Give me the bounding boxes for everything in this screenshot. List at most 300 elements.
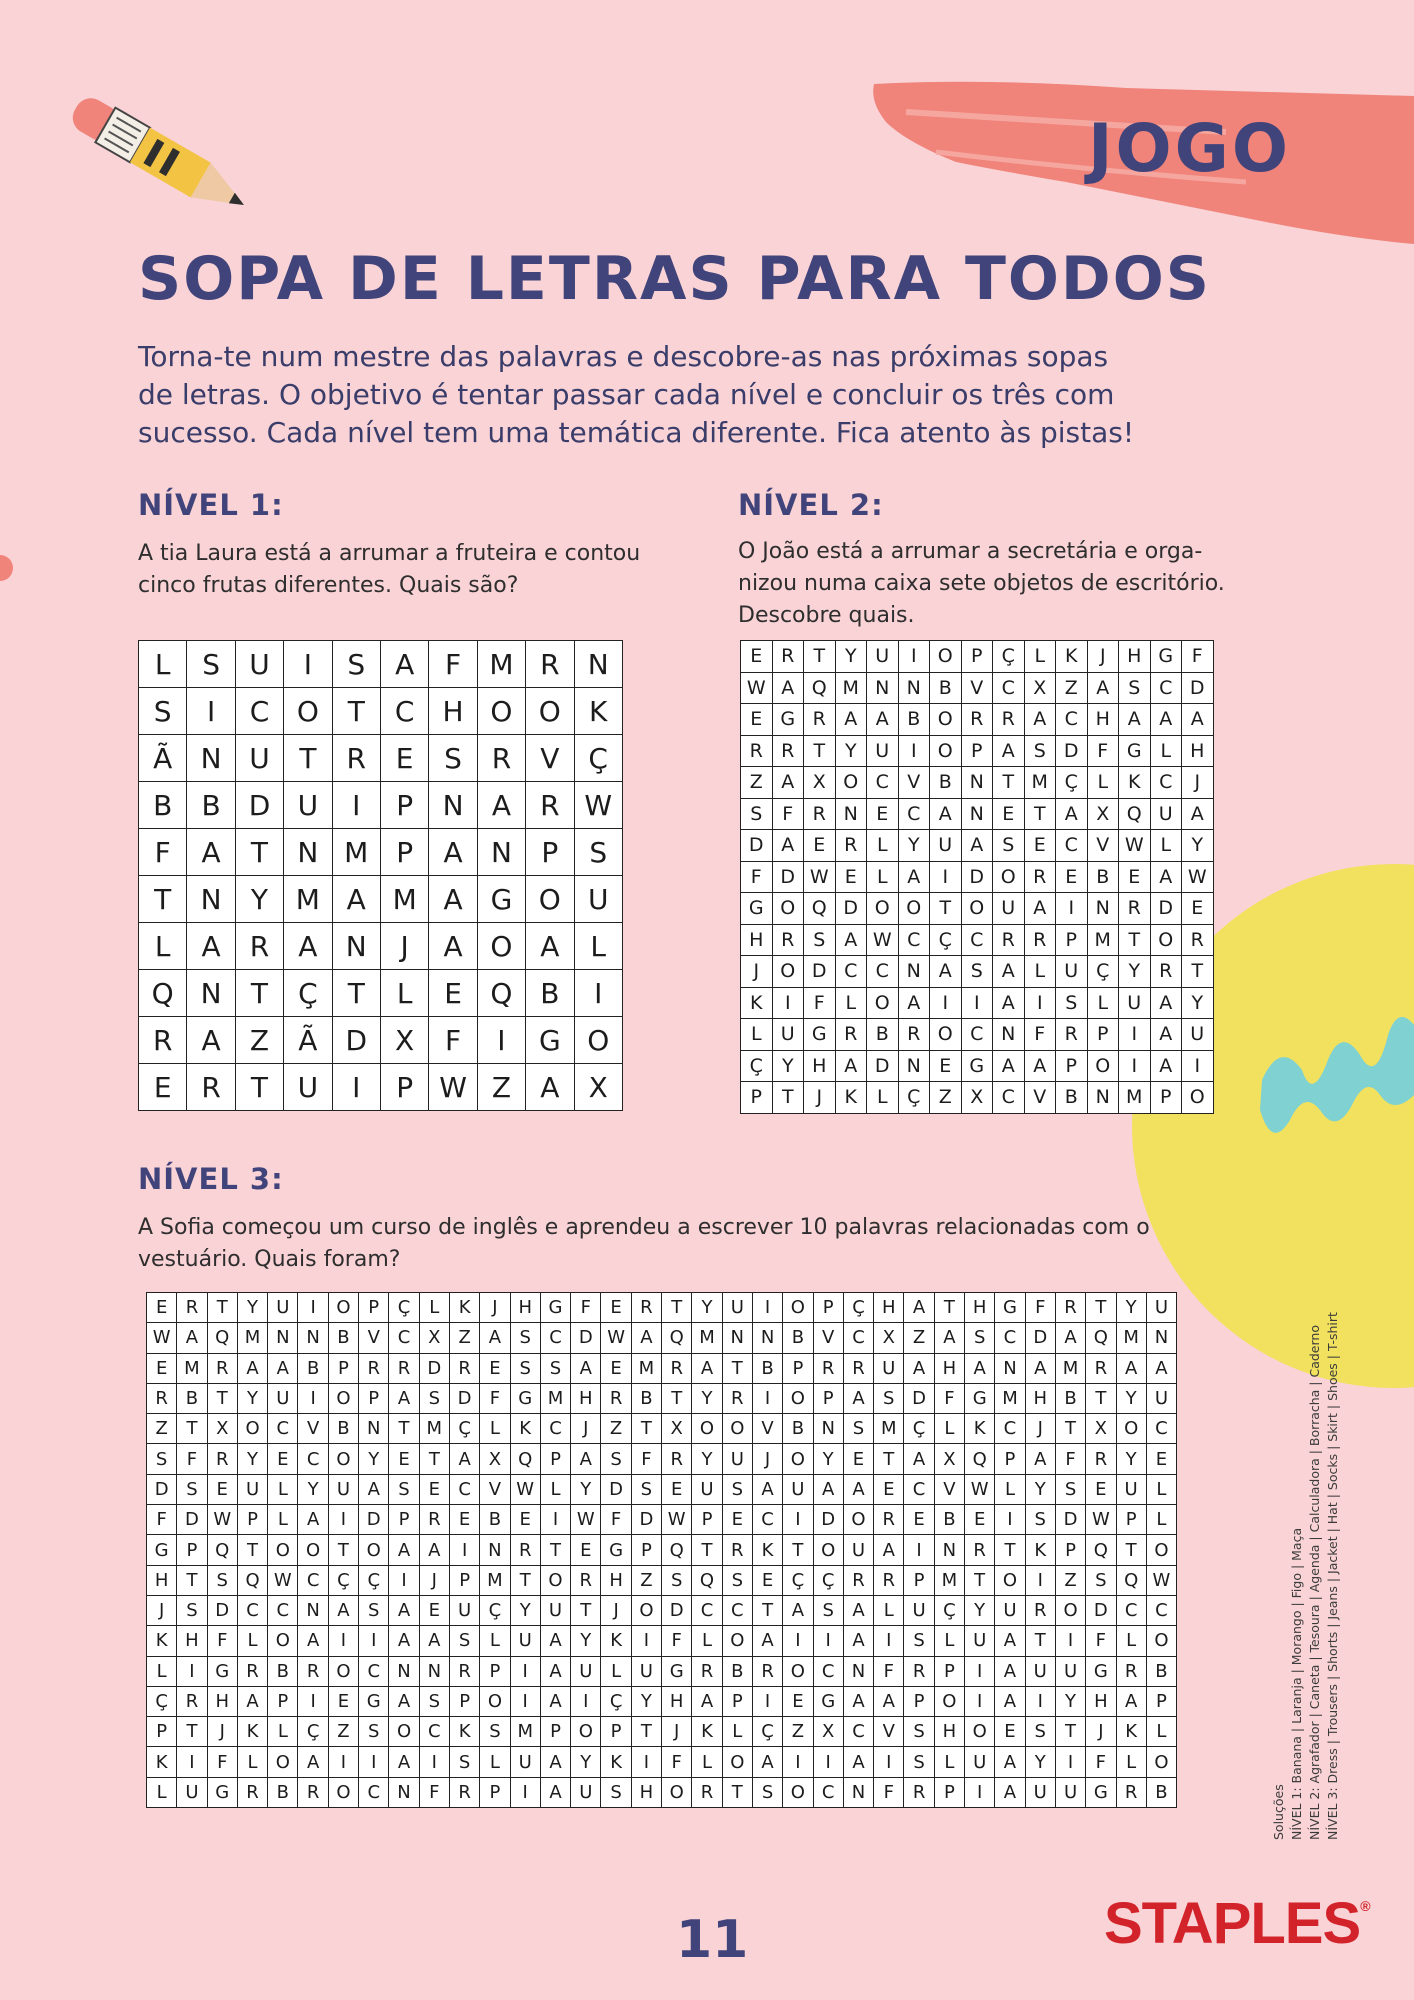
grid-cell[interactable]: O	[867, 893, 899, 925]
grid-cell[interactable]: M	[1087, 924, 1119, 956]
grid-cell[interactable]: T	[235, 1064, 283, 1111]
grid-cell[interactable]: N	[359, 1414, 389, 1444]
grid-cell[interactable]: H	[177, 1626, 207, 1656]
grid-cell[interactable]: T	[1119, 924, 1151, 956]
grid-cell[interactable]: Y	[1025, 1747, 1055, 1777]
grid-cell[interactable]: Ç	[449, 1414, 479, 1444]
grid-cell[interactable]: D	[359, 1505, 389, 1535]
grid-cell[interactable]: G	[804, 1019, 836, 1051]
grid-cell[interactable]: Q	[139, 970, 187, 1017]
grid-cell[interactable]: A	[1150, 1019, 1182, 1051]
grid-cell[interactable]: C	[993, 672, 1025, 704]
grid-cell[interactable]: U	[284, 1064, 332, 1111]
grid-cell[interactable]: Ç	[601, 1686, 631, 1716]
grid-cell[interactable]: N	[480, 1535, 510, 1565]
grid-cell[interactable]: S	[904, 1717, 934, 1747]
grid-cell[interactable]: A	[526, 923, 574, 970]
grid-cell[interactable]: W	[741, 672, 773, 704]
grid-cell[interactable]: S	[631, 1474, 661, 1504]
grid-cell[interactable]: A	[540, 1656, 570, 1686]
grid-cell[interactable]: R	[1024, 924, 1056, 956]
grid-cell[interactable]: R	[874, 1505, 904, 1535]
grid-cell[interactable]: S	[804, 924, 836, 956]
grid-cell[interactable]: D	[772, 861, 804, 893]
grid-cell[interactable]: I	[359, 1747, 389, 1777]
grid-cell[interactable]: Y	[692, 1293, 722, 1323]
grid-cell[interactable]: G	[965, 1383, 995, 1413]
grid-cell[interactable]: E	[752, 1565, 782, 1595]
grid-cell[interactable]: T	[177, 1717, 207, 1747]
grid-cell[interactable]: A	[284, 923, 332, 970]
grid-cell[interactable]: Y	[1025, 1474, 1055, 1504]
grid-cell[interactable]: R	[449, 1777, 479, 1807]
grid-cell[interactable]: A	[1119, 704, 1151, 736]
grid-cell[interactable]: E	[874, 1474, 904, 1504]
grid-cell[interactable]: O	[783, 1656, 813, 1686]
grid-cell[interactable]: S	[1025, 1717, 1055, 1747]
grid-cell[interactable]: P	[1055, 1535, 1085, 1565]
grid-cell[interactable]: H	[965, 1293, 995, 1323]
grid-cell[interactable]: L	[995, 1474, 1025, 1504]
grid-cell[interactable]: M	[419, 1414, 449, 1444]
grid-cell[interactable]: U	[631, 1656, 661, 1686]
grid-cell[interactable]: Y	[235, 876, 283, 923]
grid-cell[interactable]: A	[965, 1353, 995, 1383]
grid-cell[interactable]: I	[813, 1626, 843, 1656]
grid-cell[interactable]: W	[601, 1323, 631, 1353]
grid-cell[interactable]: U	[177, 1777, 207, 1807]
grid-cell[interactable]: H	[1119, 641, 1151, 673]
grid-cell[interactable]: Ç	[328, 1565, 358, 1595]
grid-cell[interactable]: T	[722, 1353, 752, 1383]
grid-cell[interactable]: S	[510, 1353, 540, 1383]
grid-cell[interactable]: D	[419, 1353, 449, 1383]
grid-cell[interactable]: J	[741, 956, 773, 988]
grid-cell[interactable]: T	[389, 1414, 419, 1444]
grid-cell[interactable]: H	[1025, 1383, 1055, 1413]
grid-cell[interactable]: U	[574, 876, 622, 923]
grid-cell[interactable]: S	[177, 1474, 207, 1504]
grid-cell[interactable]: W	[867, 924, 899, 956]
grid-cell[interactable]: R	[662, 1353, 692, 1383]
grid-cell[interactable]: D	[904, 1383, 934, 1413]
grid-cell[interactable]: I	[359, 1626, 389, 1656]
grid-cell[interactable]: V	[359, 1323, 389, 1353]
grid-cell[interactable]: S	[1024, 735, 1056, 767]
grid-cell[interactable]: J	[662, 1717, 692, 1747]
grid-cell[interactable]: E	[722, 1505, 752, 1535]
grid-cell[interactable]: I	[449, 1535, 479, 1565]
grid-cell[interactable]: A	[631, 1323, 661, 1353]
grid-cell[interactable]: K	[574, 688, 622, 735]
grid-cell[interactable]: A	[752, 1626, 782, 1656]
grid-cell[interactable]: R	[1055, 1293, 1085, 1323]
grid-cell[interactable]: B	[1056, 1082, 1088, 1114]
grid-cell[interactable]: N	[898, 956, 930, 988]
grid-cell[interactable]: C	[298, 1444, 328, 1474]
grid-cell[interactable]: K	[601, 1747, 631, 1777]
grid-cell[interactable]: X	[1087, 798, 1119, 830]
grid-cell[interactable]: J	[1025, 1414, 1055, 1444]
grid-cell[interactable]: S	[359, 1595, 389, 1625]
grid-cell[interactable]: A	[993, 735, 1025, 767]
grid-cell[interactable]: I	[1182, 1050, 1214, 1082]
grid-cell[interactable]: C	[380, 688, 428, 735]
grid-cell[interactable]: B	[177, 1383, 207, 1413]
grid-cell[interactable]: S	[965, 1323, 995, 1353]
grid-cell[interactable]: Y	[359, 1444, 389, 1474]
grid-cell[interactable]: Z	[328, 1717, 358, 1747]
grid-cell[interactable]: N	[867, 672, 899, 704]
grid-cell[interactable]: W	[571, 1505, 601, 1535]
grid-cell[interactable]: C	[540, 1414, 570, 1444]
grid-cell[interactable]: Q	[477, 970, 525, 1017]
grid-cell[interactable]: R	[139, 1017, 187, 1064]
grid-cell[interactable]: C	[1056, 830, 1088, 862]
grid-cell[interactable]: R	[692, 1777, 722, 1807]
grid-cell[interactable]: V	[934, 1474, 964, 1504]
grid-cell[interactable]: A	[328, 1595, 358, 1625]
grid-cell[interactable]: I	[898, 641, 930, 673]
grid-cell[interactable]: A	[1182, 704, 1214, 736]
grid-cell[interactable]: U	[1055, 1656, 1085, 1686]
grid-cell[interactable]: V	[298, 1414, 328, 1444]
grid-cell[interactable]: S	[1056, 987, 1088, 1019]
grid-cell[interactable]: T	[1055, 1414, 1085, 1444]
grid-cell[interactable]: H	[934, 1717, 964, 1747]
grid-cell[interactable]: D	[813, 1505, 843, 1535]
grid-cell[interactable]: J	[752, 1444, 782, 1474]
grid-cell[interactable]: S	[359, 1717, 389, 1747]
grid-cell[interactable]: R	[898, 1019, 930, 1051]
grid-cell[interactable]: C	[813, 1777, 843, 1807]
grid-cell[interactable]: Q	[1086, 1323, 1116, 1353]
grid-cell[interactable]: I	[328, 1505, 358, 1535]
grid-cell[interactable]: T	[1024, 798, 1056, 830]
grid-cell[interactable]: A	[898, 861, 930, 893]
grid-cell[interactable]: P	[904, 1565, 934, 1595]
grid-cell[interactable]: S	[147, 1444, 177, 1474]
grid-cell[interactable]: M	[480, 1565, 510, 1595]
grid-cell[interactable]: I	[874, 1626, 904, 1656]
grid-cell[interactable]: C	[1056, 704, 1088, 736]
grid-cell[interactable]: W	[574, 782, 622, 829]
grid-cell[interactable]: G	[526, 1017, 574, 1064]
grid-cell[interactable]: A	[1150, 704, 1182, 736]
grid-cell[interactable]: F	[177, 1444, 207, 1474]
grid-cell[interactable]: E	[995, 1717, 1025, 1747]
grid-cell[interactable]: B	[783, 1323, 813, 1353]
grid-cell[interactable]: R	[389, 1353, 419, 1383]
grid-cell[interactable]: N	[268, 1323, 298, 1353]
grid-cell[interactable]: A	[187, 829, 235, 876]
grid-cell[interactable]: B	[526, 970, 574, 1017]
grid-cell[interactable]: N	[722, 1323, 752, 1353]
grid-cell[interactable]: S	[601, 1444, 631, 1474]
grid-cell[interactable]: F	[1024, 1019, 1056, 1051]
grid-cell[interactable]: G	[1150, 641, 1182, 673]
grid-cell[interactable]: M	[237, 1323, 267, 1353]
grid-cell[interactable]: I	[904, 1535, 934, 1565]
grid-cell[interactable]: Z	[1055, 1565, 1085, 1595]
grid-cell[interactable]: R	[1116, 1656, 1146, 1686]
grid-cell[interactable]: A	[752, 1474, 782, 1504]
grid-cell[interactable]: U	[1116, 1474, 1146, 1504]
grid-cell[interactable]: L	[268, 1505, 298, 1535]
grid-cell[interactable]: C	[835, 956, 867, 988]
grid-cell[interactable]: N	[187, 970, 235, 1017]
grid-cell[interactable]: Ç	[389, 1293, 419, 1323]
grid-cell[interactable]: N	[1087, 1082, 1119, 1114]
grid-cell[interactable]: I	[1056, 893, 1088, 925]
grid-cell[interactable]: C	[359, 1777, 389, 1807]
grid-cell[interactable]: R	[813, 1353, 843, 1383]
grid-cell[interactable]: A	[1150, 987, 1182, 1019]
grid-cell[interactable]: L	[1087, 767, 1119, 799]
grid-cell[interactable]: I	[631, 1626, 661, 1656]
grid-cell[interactable]: D	[631, 1505, 661, 1535]
grid-cell[interactable]: O	[995, 1565, 1025, 1595]
grid-cell[interactable]: B	[139, 782, 187, 829]
grid-cell[interactable]: E	[1086, 1474, 1116, 1504]
grid-cell[interactable]: F	[480, 1383, 510, 1413]
grid-cell[interactable]: I	[177, 1747, 207, 1777]
grid-cell[interactable]: T	[571, 1595, 601, 1625]
grid-cell[interactable]: E	[965, 1505, 995, 1535]
grid-cell[interactable]: N	[993, 1019, 1025, 1051]
grid-cell[interactable]: X	[1024, 672, 1056, 704]
grid-cell[interactable]: W	[268, 1565, 298, 1595]
grid-cell[interactable]: N	[477, 829, 525, 876]
grid-cell[interactable]: U	[867, 735, 899, 767]
grid-cell[interactable]: P	[813, 1383, 843, 1413]
grid-cell[interactable]: W	[147, 1323, 177, 1353]
grid-cell[interactable]: A	[961, 830, 993, 862]
grid-cell[interactable]: T	[804, 641, 836, 673]
grid-cell[interactable]: R	[419, 1505, 449, 1535]
grid-cell[interactable]: M	[510, 1717, 540, 1747]
grid-cell[interactable]: A	[995, 1777, 1025, 1807]
grid-cell[interactable]: D	[1055, 1505, 1085, 1535]
grid-cell[interactable]: A	[571, 1444, 601, 1474]
grid-cell[interactable]: M	[177, 1353, 207, 1383]
grid-cell[interactable]: A	[571, 1353, 601, 1383]
grid-cell[interactable]: A	[477, 782, 525, 829]
grid-cell[interactable]: A	[843, 1383, 873, 1413]
grid-cell[interactable]: H	[874, 1293, 904, 1323]
grid-cell[interactable]: R	[1182, 924, 1214, 956]
grid-cell[interactable]: R	[1119, 893, 1151, 925]
grid-cell[interactable]: G	[207, 1777, 237, 1807]
grid-cell[interactable]: O	[722, 1626, 752, 1656]
grid-cell[interactable]: A	[904, 1353, 934, 1383]
grid-cell[interactable]: M	[874, 1414, 904, 1444]
grid-cell[interactable]: I	[752, 1686, 782, 1716]
grid-cell[interactable]: F	[1087, 735, 1119, 767]
grid-cell[interactable]: A	[1024, 893, 1056, 925]
grid-cell[interactable]: L	[480, 1414, 510, 1444]
grid-cell[interactable]: I	[961, 987, 993, 1019]
grid-cell[interactable]: I	[752, 1383, 782, 1413]
grid-cell[interactable]: Ã	[284, 1017, 332, 1064]
grid-cell[interactable]: W	[1182, 861, 1214, 893]
grid-cell[interactable]: U	[722, 1444, 752, 1474]
grid-cell[interactable]: S	[1086, 1565, 1116, 1595]
grid-cell[interactable]: Ç	[480, 1595, 510, 1625]
grid-cell[interactable]: M	[1024, 767, 1056, 799]
grid-cell[interactable]: L	[147, 1656, 177, 1686]
grid-cell[interactable]: U	[772, 1019, 804, 1051]
grid-cell[interactable]: B	[328, 1323, 358, 1353]
grid-cell[interactable]: A	[298, 1505, 328, 1535]
grid-cell[interactable]: R	[835, 830, 867, 862]
grid-cell[interactable]: Y	[772, 1050, 804, 1082]
grid-cell[interactable]: I	[783, 1626, 813, 1656]
grid-cell[interactable]: T	[207, 1383, 237, 1413]
grid-cell[interactable]: T	[995, 1535, 1025, 1565]
grid-cell[interactable]: Ç	[934, 1595, 964, 1625]
grid-cell[interactable]: K	[1025, 1535, 1055, 1565]
grid-cell[interactable]: G	[1086, 1656, 1116, 1686]
grid-cell[interactable]: A	[1025, 1353, 1055, 1383]
grid-cell[interactable]: S	[177, 1595, 207, 1625]
grid-cell[interactable]: L	[934, 1626, 964, 1656]
grid-cell[interactable]: I	[813, 1747, 843, 1777]
grid-cell[interactable]: T	[235, 829, 283, 876]
grid-cell[interactable]: W	[1086, 1505, 1116, 1535]
grid-cell[interactable]: I	[298, 1686, 328, 1716]
grid-cell[interactable]: P	[934, 1777, 964, 1807]
grid-cell[interactable]: P	[237, 1505, 267, 1535]
grid-cell[interactable]: Y	[692, 1444, 722, 1474]
grid-cell[interactable]: I	[177, 1656, 207, 1686]
grid-cell[interactable]: C	[359, 1656, 389, 1686]
grid-cell[interactable]: H	[631, 1777, 661, 1807]
grid-cell[interactable]: T	[332, 688, 380, 735]
grid-cell[interactable]: P	[961, 641, 993, 673]
grid-cell[interactable]: Q	[207, 1323, 237, 1353]
grid-cell[interactable]: A	[1087, 672, 1119, 704]
grid-cell[interactable]: P	[934, 1656, 964, 1686]
grid-cell[interactable]: T	[631, 1414, 661, 1444]
grid-cell[interactable]: E	[380, 735, 428, 782]
grid-cell[interactable]: C	[1146, 1414, 1176, 1444]
grid-cell[interactable]: R	[449, 1353, 479, 1383]
grid-cell[interactable]: A	[692, 1353, 722, 1383]
grid-cell[interactable]: L	[1146, 1505, 1176, 1535]
grid-cell[interactable]: A	[1182, 798, 1214, 830]
grid-cell[interactable]: Ç	[783, 1565, 813, 1595]
grid-cell[interactable]: E	[480, 1353, 510, 1383]
grid-cell[interactable]: R	[237, 1656, 267, 1686]
grid-cell[interactable]: F	[1182, 641, 1214, 673]
grid-cell[interactable]: D	[1056, 735, 1088, 767]
grid-cell[interactable]: R	[601, 1383, 631, 1413]
grid-cell[interactable]: G	[601, 1535, 631, 1565]
grid-cell[interactable]: K	[601, 1626, 631, 1656]
grid-cell[interactable]: T	[874, 1444, 904, 1474]
grid-cell[interactable]: D	[571, 1323, 601, 1353]
grid-cell[interactable]: O	[961, 893, 993, 925]
grid-cell[interactable]: G	[772, 704, 804, 736]
grid-cell[interactable]: K	[1056, 641, 1088, 673]
grid-cell[interactable]: P	[480, 1777, 510, 1807]
grid-cell[interactable]: S	[449, 1747, 479, 1777]
grid-cell[interactable]: O	[631, 1595, 661, 1625]
grid-cell[interactable]: P	[783, 1353, 813, 1383]
grid-cell[interactable]: T	[177, 1414, 207, 1444]
grid-cell[interactable]: A	[835, 704, 867, 736]
grid-cell[interactable]: I	[995, 1505, 1025, 1535]
grid-cell[interactable]: R	[722, 1383, 752, 1413]
grid-cell[interactable]: L	[601, 1656, 631, 1686]
grid-cell[interactable]: P	[268, 1686, 298, 1716]
grid-cell[interactable]: O	[1146, 1747, 1176, 1777]
grid-cell[interactable]: E	[510, 1505, 540, 1535]
grid-cell[interactable]: O	[898, 893, 930, 925]
grid-cell[interactable]: R	[904, 1656, 934, 1686]
grid-cell[interactable]: A	[389, 1595, 419, 1625]
grid-cell[interactable]: E	[662, 1474, 692, 1504]
grid-cell[interactable]: E	[1182, 893, 1214, 925]
grid-cell[interactable]: F	[1086, 1747, 1116, 1777]
grid-cell[interactable]: P	[359, 1293, 389, 1323]
grid-cell[interactable]: Y	[571, 1747, 601, 1777]
grid-cell[interactable]: L	[1116, 1747, 1146, 1777]
grid-cell[interactable]: A	[783, 1595, 813, 1625]
grid-cell[interactable]: N	[813, 1414, 843, 1444]
grid-cell[interactable]: I	[1025, 1686, 1055, 1716]
grid-cell[interactable]: F	[804, 987, 836, 1019]
grid-cell[interactable]: L	[139, 641, 187, 688]
grid-cell[interactable]: R	[1086, 1444, 1116, 1474]
grid-cell[interactable]: Y	[237, 1444, 267, 1474]
grid-cell[interactable]: O	[930, 1019, 962, 1051]
grid-cell[interactable]: Y	[237, 1293, 267, 1323]
grid-cell[interactable]: U	[783, 1474, 813, 1504]
grid-cell[interactable]: H	[934, 1353, 964, 1383]
grid-cell[interactable]: A	[995, 1626, 1025, 1656]
grid-cell[interactable]: I	[510, 1777, 540, 1807]
grid-cell[interactable]: H	[804, 1050, 836, 1082]
grid-cell[interactable]: A	[359, 1474, 389, 1504]
grid-cell[interactable]: S	[510, 1323, 540, 1353]
grid-cell[interactable]: H	[1086, 1686, 1116, 1716]
grid-cell[interactable]: D	[804, 956, 836, 988]
grid-cell[interactable]: D	[1025, 1323, 1055, 1353]
grid-cell[interactable]: A	[843, 1747, 873, 1777]
grid-cell[interactable]: I	[783, 1505, 813, 1535]
grid-cell[interactable]: S	[843, 1414, 873, 1444]
grid-cell[interactable]: R	[741, 735, 773, 767]
grid-cell[interactable]: A	[268, 1353, 298, 1383]
grid-cell[interactable]: T	[177, 1565, 207, 1595]
grid-cell[interactable]: A	[429, 829, 477, 876]
grid-cell[interactable]: Z	[601, 1414, 631, 1444]
grid-cell[interactable]: X	[480, 1444, 510, 1474]
grid-cell[interactable]: A	[993, 987, 1025, 1019]
grid-cell[interactable]: Y	[835, 735, 867, 767]
grid-cell[interactable]: Y	[1055, 1686, 1085, 1716]
grid-cell[interactable]: J	[419, 1565, 449, 1595]
grid-cell[interactable]: F	[772, 798, 804, 830]
grid-cell[interactable]: A	[934, 1323, 964, 1353]
grid-cell[interactable]: T	[1086, 1293, 1116, 1323]
grid-cell[interactable]: F	[429, 1017, 477, 1064]
grid-cell[interactable]: I	[631, 1747, 661, 1777]
grid-cell[interactable]: H	[207, 1686, 237, 1716]
grid-cell[interactable]: C	[995, 1414, 1025, 1444]
